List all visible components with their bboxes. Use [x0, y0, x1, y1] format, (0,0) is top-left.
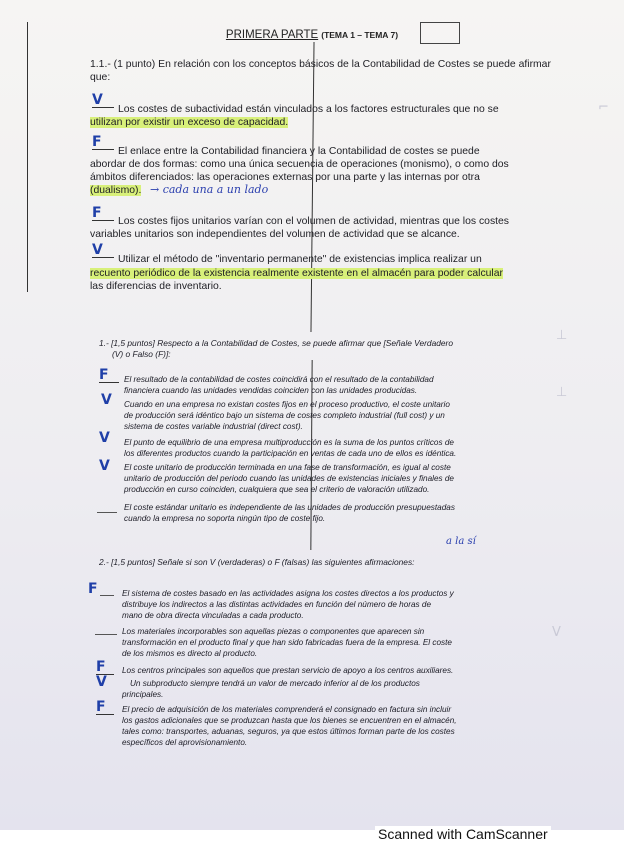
- statement-line: distribuye los indirectos a las distintas actividades en función del número de horas de: [122, 600, 432, 609]
- pen-vertical-stroke: [27, 22, 28, 292]
- statement-line: principales.: [122, 690, 164, 699]
- statement-line: Cuando en una empresa no existan costes fijos en el proceso productivo, el coste unitario: [124, 400, 450, 409]
- statement-line: tales como: transportes, aduanas, seguros, ya que estos últimos forman parte de los costes: [122, 727, 455, 736]
- statement-line: transformación en el producto final y que han sido fabricadas fuera de la empresa. El coste: [122, 638, 452, 647]
- statement-line: de producción será idéntico bajo un sistema de costes completo industrial (full cost) y un: [124, 411, 445, 420]
- page-title: [0, 29, 624, 41]
- statement-line: variables unitarios son independientes del volumen de actividad que se alcance.: [90, 229, 460, 240]
- statement-line: El resultado de la contabilidad de costes coincidirá con el resultado de la contabilidad: [124, 375, 434, 384]
- question-1-cont: (V) o Falso (F)]:: [112, 349, 171, 359]
- highlighted-text: utilizan por existir un exceso de capacidad.: [90, 117, 289, 128]
- highlighted-text: recuento periódico de la existencia realmente existente en el almacén para poder calcular: [90, 268, 503, 279]
- statement-line: El coste estándar unitario es independiente de las unidades de producción presupuestadas: [124, 503, 455, 512]
- answer-mark: F: [96, 660, 114, 675]
- title-subtitle: (TEMA 1 – TEMA 7): [321, 30, 399, 40]
- handwritten-note: → cada una a un lado: [150, 183, 269, 196]
- answer-mark: V: [101, 392, 112, 408]
- statement-line: El coste unitario de producción terminada en una fase de transformación, es igual al coste: [124, 463, 451, 472]
- statement-line: [90, 267, 503, 280]
- statement-line: de los mismos es directo al producto.: [122, 649, 258, 658]
- statement-line: cuando la empresa no soporta ningún tipo de coste fijo.: [124, 514, 326, 523]
- answer-blank: [100, 586, 114, 596]
- statement-line: los diferentes productos cuando la participación en ventas de cada uno de ellos es idéntica.: [124, 449, 457, 458]
- statement-line: Los materiales incorporables son aquellas piezas o componentes que aparecen sin: [122, 627, 425, 636]
- statement-line: mano de obra directa vinculadas a cada producto.: [122, 611, 304, 620]
- show-through-mark: V: [552, 625, 561, 640]
- answer-mark: F: [92, 206, 114, 221]
- show-through-mark: ⊥: [556, 328, 568, 343]
- statement-line: producción en curso coinciden, cualquiera que sea el criterio de valoración utilizado.: [124, 485, 430, 494]
- title-text: PRIMERA PARTE: [225, 29, 319, 41]
- handwritten-note: a la sí: [446, 536, 476, 547]
- answer-mark: V: [99, 458, 110, 474]
- statement-line: El sistema de costes basado en las actividades asigna los costes directos a los productos y: [122, 589, 454, 598]
- answer-mark: F: [96, 700, 114, 715]
- answer-mark: V: [92, 243, 114, 258]
- show-through-mark: ⌐: [598, 100, 609, 115]
- statement-line: las diferencias de inventario.: [90, 281, 222, 292]
- statement-line: [90, 184, 141, 197]
- show-through-mark: ⊥: [556, 385, 568, 400]
- score-box: [420, 22, 460, 44]
- statement-line: Un subproducto siempre tendrá un valor de mercado inferior al de los productos: [130, 679, 420, 688]
- statement-line: El punto de equilibrio de una empresa multiproducción es la suma de los puntos críticos de: [124, 438, 454, 447]
- highlighted-text: (dualismo).: [90, 185, 142, 196]
- answer-mark: F: [88, 581, 98, 597]
- statement-line: específicos del aprovisionamiento.: [122, 738, 248, 747]
- question-1: 1.- [1,5 puntos] Respecto a la Contabilidad de Costes, se puede afirmar que [Señale Verdadero: [99, 338, 453, 348]
- statement-line: Los centros principales son aquellos que prestan servicio de apoyo a los centros auxiliares.: [122, 666, 454, 675]
- statement-line: los gastos adicionales que se produzcan hasta que los bienes se encuentren en el almacén,: [122, 716, 457, 725]
- statement-line: Utilizar el método de "inventario permanente" de existencias implica realizar un: [118, 254, 482, 265]
- statement-line: [90, 116, 288, 129]
- pen-vertical-stroke: [310, 42, 314, 332]
- statement-line: abordar de dos formas: como una única secuencia de operaciones (monismo), o como dos: [90, 159, 509, 170]
- answer-mark: F: [99, 368, 119, 383]
- answer-blank: [95, 625, 117, 635]
- camscanner-watermark: Scanned with CamScanner: [375, 826, 551, 842]
- question-2: 2.- [1,5 puntos] Señale si son V (verdaderas) o F (falsas) las siguientes afirmaciones:: [99, 557, 415, 567]
- statement-line: El precio de adquisición de los materiales comprenderá el consignado en factura sin incluir: [122, 705, 452, 714]
- answer-blank: [97, 503, 117, 513]
- statement-line: unitario de producción del periodo cuando las unidades de existencias iniciales y finales de: [124, 474, 454, 483]
- statement-line: financiera cuando las unidades vendidas coinciden con las unidades producidas.: [124, 386, 418, 395]
- answer-mark: V: [99, 430, 110, 446]
- statement-line: ámbitos diferenciados: las operaciones externas por una parte y las internas por otra: [90, 172, 480, 183]
- statement-line: sistema de costes variable industrial (direct cost).: [124, 422, 303, 431]
- statement-line: Los costes de subactividad están vinculados a los factores estructurales que no se: [118, 104, 499, 115]
- statement-line: Los costes fijos unitarios varían con el volumen de actividad, mientras que los costes: [118, 216, 510, 227]
- question-1-1: 1.1.- (1 punto) En relación con los conceptos básicos de la Contabilidad de Costes se puede afirmar que:: [90, 59, 551, 83]
- answer-mark: V: [92, 93, 114, 108]
- answer-mark: V: [96, 674, 107, 690]
- statement-line: El enlace entre la Contabilidad financiera y la Contabilidad de costes se puede: [118, 146, 480, 157]
- answer-mark: F: [92, 135, 114, 150]
